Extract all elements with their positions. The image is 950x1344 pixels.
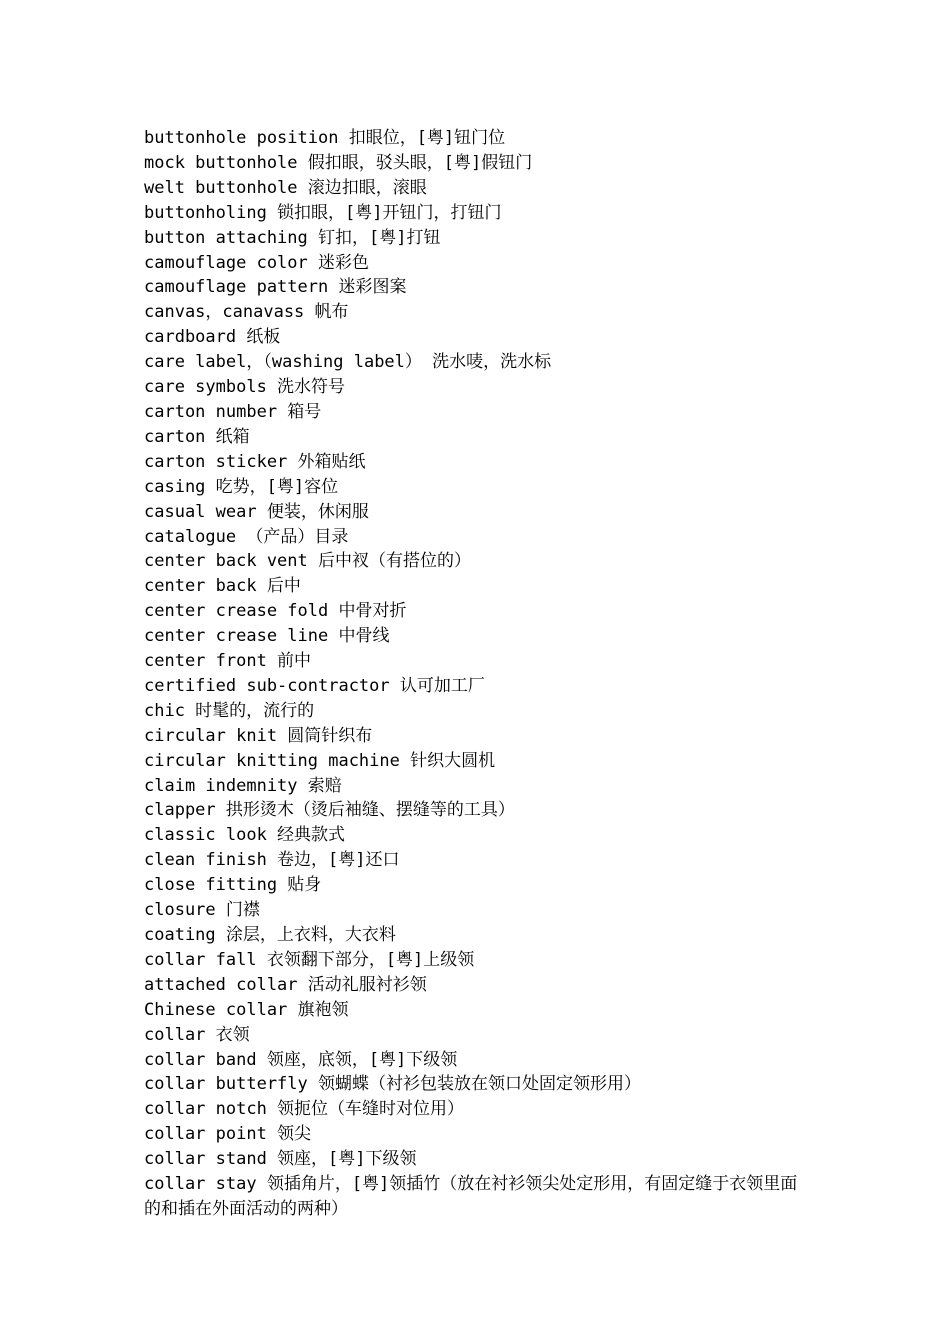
glossary-entry: close fitting 贴身 [144, 875, 322, 896]
glossary-entry: canvas，canavass 帆布 [144, 302, 349, 323]
glossary-entry: clean finish 卷边，[粤]还口 [144, 850, 400, 871]
glossary-entry: Chinese collar 旗袍领 [144, 999, 349, 1020]
glossary-entry: collar 衣领 [144, 1024, 250, 1045]
glossary-entry: camouflage pattern 迷彩图案 [144, 277, 407, 298]
glossary-entry: welt buttonhole 滚边扣眼，滚眼 [144, 177, 427, 198]
glossary-entry: collar fall 衣领翻下部分，[粤]上级领 [144, 949, 475, 970]
glossary-list [144, 126, 804, 1222]
glossary-entry: button attaching 钉扣，[粤]打钮 [144, 227, 441, 248]
glossary-entry: care label，（washing label） 洗水唛，洗水标 [144, 352, 552, 373]
glossary-entry: mock buttonhole 假扣眼，驳头眼，[粤]假钮门 [144, 152, 533, 173]
glossary-entry: collar stay 领插角片，[粤]领插竹（放在衬衫领尖处定形用，有固定缝于衣领里面的和插在外面活动的两种） [144, 1174, 798, 1219]
glossary-entry: center crease fold 中骨对折 [144, 601, 407, 622]
glossary-entry: attached collar 活动礼服衬衫领 [144, 974, 427, 995]
glossary-entry: claim indemnity 索赔 [144, 775, 342, 796]
glossary-entry: collar butterfly 领蝴蝶（衬衫包装放在领口处固定领形用） [144, 1074, 641, 1095]
glossary-entry: coating 涂层，上衣料，大衣料 [144, 925, 396, 945]
glossary-entry: buttonhole position 扣眼位，[粤]钮门位 [144, 128, 506, 148]
glossary-entry: closure 门襟 [144, 900, 260, 921]
glossary-entry: circular knit 圆筒针织布 [144, 725, 373, 746]
glossary-entry: center back 后中 [144, 576, 301, 597]
glossary-entry: classic look 经典款式 [144, 825, 346, 846]
glossary-entry: cardboard 纸板 [144, 327, 281, 348]
glossary-entry: chic 时髦的，流行的 [144, 700, 315, 721]
glossary-entry: camouflage color 迷彩色 [144, 252, 369, 273]
glossary-entry: collar point 领尖 [144, 1124, 312, 1145]
glossary-entry: collar stand 领座，[粤]下级领 [144, 1149, 417, 1170]
glossary-entry: center crease line 中骨线 [144, 626, 390, 647]
glossary-entry: carton sticker 外箱贴纸 [144, 451, 366, 472]
glossary-entry: casing 吃势，[粤]容位 [144, 476, 339, 497]
glossary-entry: clapper 拱形烫木（烫后袖缝、摆缝等的工具） [144, 800, 515, 821]
glossary-entry: catalogue （产品）目录 [144, 526, 349, 547]
glossary-entry: center back vent 后中衩（有搭位的） [144, 551, 471, 572]
glossary-entry: buttonholing 锁扣眼，[粤]开钮门，打钮门 [144, 202, 502, 223]
glossary-entry: casual wear 便装，休闲服 [144, 501, 369, 522]
glossary-entry: care symbols 洗水符号 [144, 377, 346, 398]
glossary-entry: collar notch 领扼位（车缝时对位用） [144, 1099, 465, 1120]
glossary-entry: center front 前中 [144, 651, 312, 672]
glossary-entry: certified sub-contractor 认可加工厂 [144, 675, 485, 696]
glossary-entry: circular knitting machine 针织大圆机 [144, 750, 496, 771]
glossary-entry: carton number 箱号 [144, 401, 322, 422]
glossary-entry: carton 纸箱 [144, 426, 250, 447]
glossary-entry: collar band 领座，底领，[粤]下级领 [144, 1049, 458, 1070]
